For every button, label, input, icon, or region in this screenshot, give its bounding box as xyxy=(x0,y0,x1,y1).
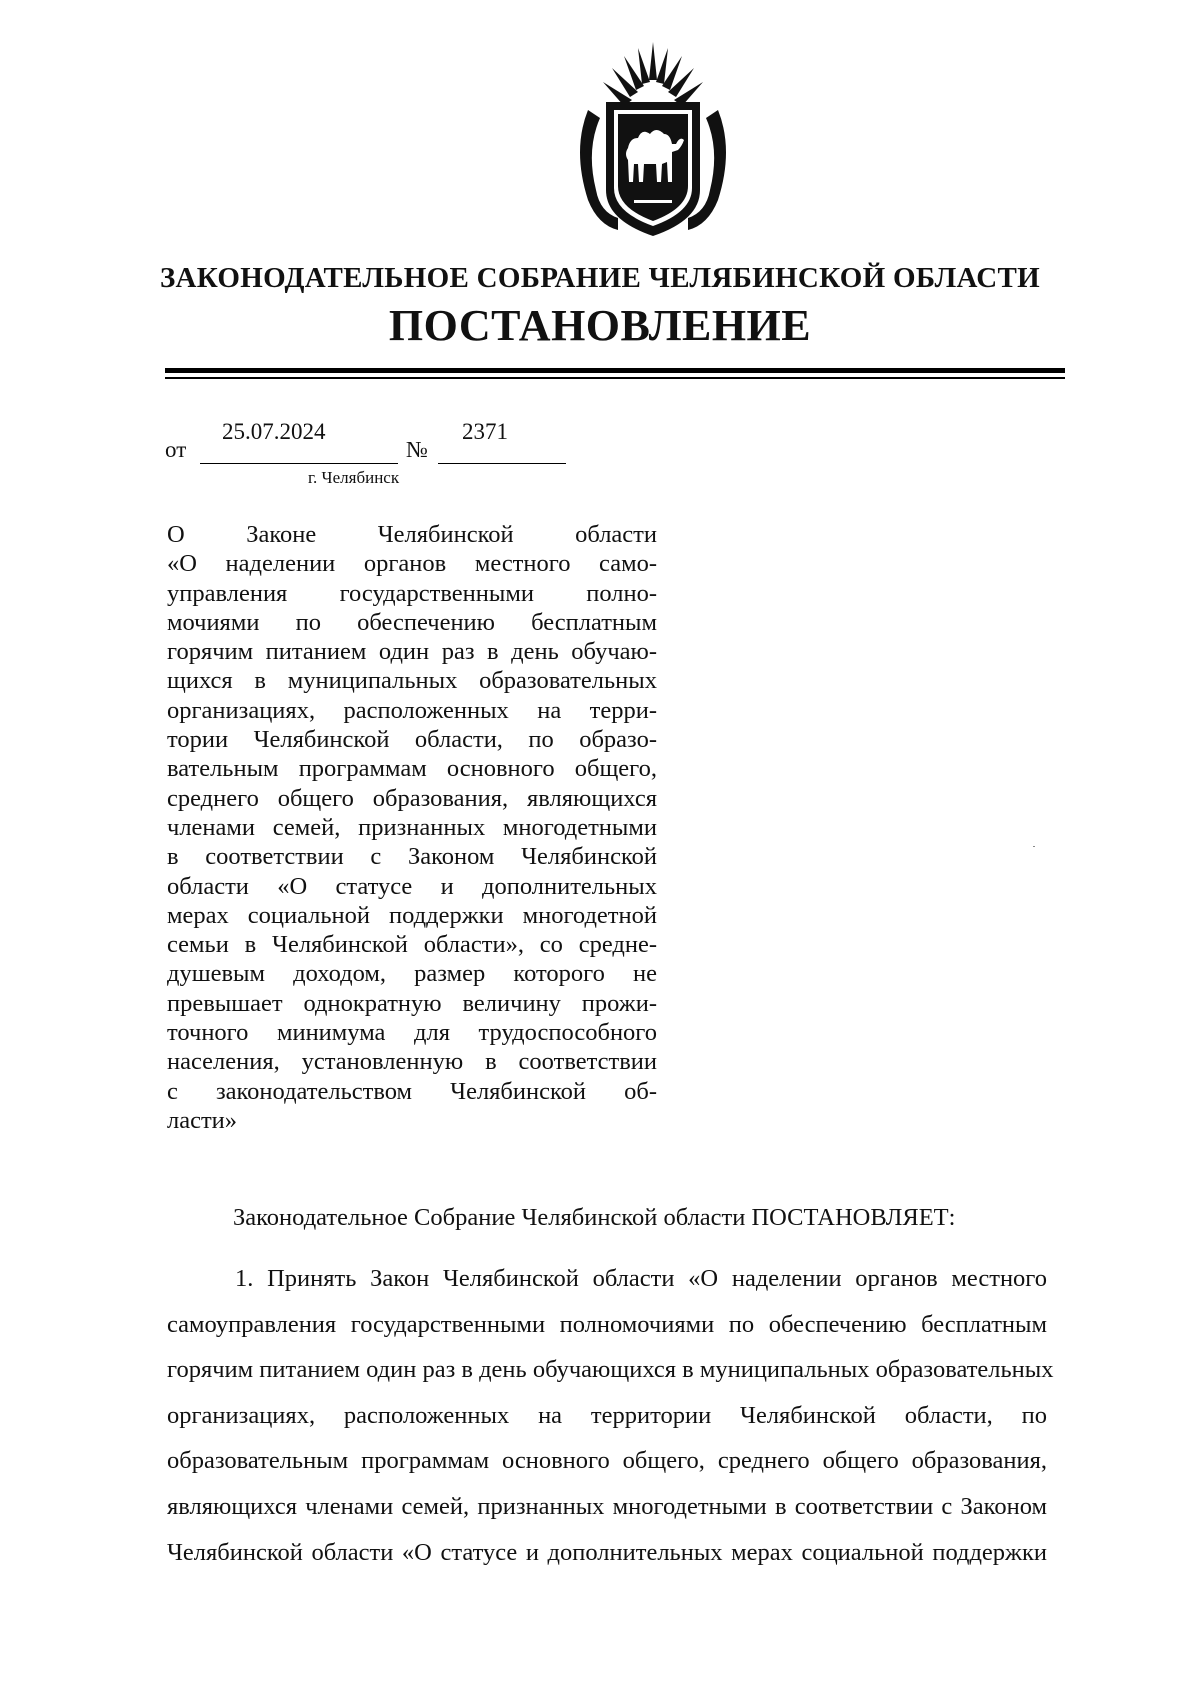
subject-line: членами семей, признанных многодетными xyxy=(167,813,657,841)
body-line: являющихся членами семей, признанных многодетными в соответствии с Законом xyxy=(167,1492,1047,1520)
body-line: 1. Принять Закон Челябинской области «О наделении органов местного xyxy=(235,1265,1047,1292)
body-line: самоуправления государственными полномочиями по обеспечению бесплатным xyxy=(167,1310,1047,1338)
subject-line: управления государственными полно- xyxy=(167,579,657,607)
body-line: горячим питанием один раз в день обучающихся в муниципальных образовательных xyxy=(167,1356,1054,1384)
subject-line: мерах социальной поддержки многодетной xyxy=(167,901,657,929)
subject-line: семьи в Челябинской области», со средне- xyxy=(167,931,657,959)
subject-line: области «О статусе и дополнительных xyxy=(167,872,657,900)
subject-line: с законодательством Челябинской об- xyxy=(167,1077,657,1105)
number-sign-label: № xyxy=(406,437,428,462)
body-line: образовательным программам основного общего, среднего общего образования, xyxy=(167,1447,1047,1475)
subject-line: точного минимума для трудоспособного xyxy=(167,1019,657,1047)
body-line: организациях, расположенных на территории Челябинской области, по xyxy=(167,1401,1047,1429)
document-date: 25.07.2024 xyxy=(222,419,326,444)
body-line: Челябинской области «О статусе и дополнительных мерах социальной поддержки xyxy=(167,1538,1047,1566)
header-divider-thin xyxy=(165,377,1065,379)
organization-name: ЗАКОНОДАТЕЛЬНОЕ СОБРАНИЕ ЧЕЛЯБИНСКОЙ ОБЛАСТИ xyxy=(159,262,1041,294)
body-paragraph-1 xyxy=(167,1256,1054,1575)
subject-line: щихся в муниципальных образовательных xyxy=(167,667,657,695)
subject-line: душевым доходом, размер которого не xyxy=(167,960,657,988)
subject-line: О Законе Челябинской области xyxy=(167,521,657,548)
subject-line: мочиями по обеспечению бесплатным xyxy=(167,608,657,636)
subject-line: в соответствии с Законом Челябинской xyxy=(167,843,657,871)
subject-line: тории Челябинской области, по образо- xyxy=(167,726,657,754)
subject-line: населения, установленную в соответствии xyxy=(167,1048,657,1076)
chelyabinsk-coat-of-arms-icon xyxy=(558,40,748,240)
date-underline xyxy=(200,463,398,464)
subject-line: организациях, расположенных на терри- xyxy=(167,696,657,724)
subject-line: «О наделении органов местного само- xyxy=(167,550,657,578)
subject-line: превышает однократную величину прожи- xyxy=(167,989,657,1017)
document-city: г. Челябинск xyxy=(308,468,400,487)
document-title: ПОСТАНОВЛЕНИЕ xyxy=(388,301,812,350)
scan-speck xyxy=(1033,846,1035,847)
header-divider-thick xyxy=(165,368,1065,373)
subject-line: среднего общего образования, являющихся xyxy=(167,784,657,812)
subject-line: вательным программам основного общего, xyxy=(167,755,657,783)
document-subject xyxy=(167,520,657,1135)
subject-line: горячим питанием один раз в день обучаю- xyxy=(167,638,657,666)
number-underline xyxy=(438,463,566,464)
subject-line: ласти» xyxy=(167,1106,238,1134)
document-number: 2371 xyxy=(462,419,508,444)
decree-statement: Законодательное Собрание Челябинской области ПОСТАНОВЛЯЕТ: xyxy=(233,1204,956,1231)
date-prefix-label: от xyxy=(165,437,187,462)
